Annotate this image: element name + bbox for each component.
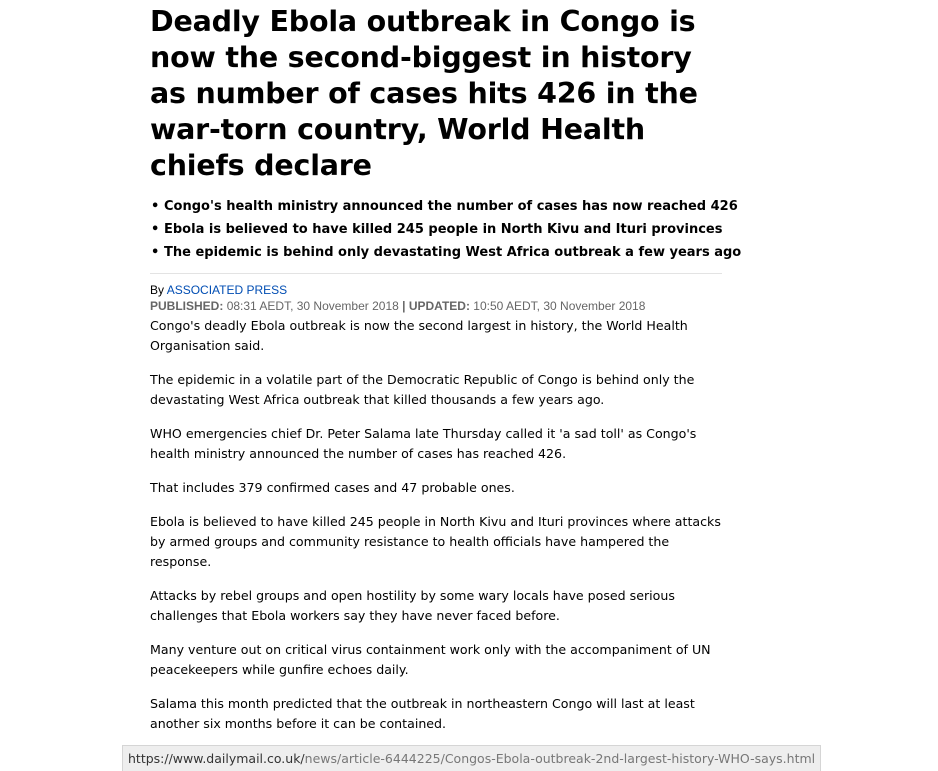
body-paragraph: Salama this month predicted that the outbreak in northeastern Congo will last at least another six months before it can be contained.: [150, 696, 695, 731]
link-status-bar: [122, 745, 821, 771]
body-paragraph: That includes 379 confirmed cases and 47 probable ones.: [150, 480, 515, 495]
summary-bullet: [150, 195, 738, 218]
published-value: 08:31 AEDT, 30 November 2018: [226, 299, 399, 313]
summary-bullet-text: The epidemic is behind only devastating West Africa outbreak a few years ago: [164, 245, 742, 260]
updated-label: UPDATED:: [408, 299, 470, 313]
body-paragraph: Ebola is believed to have killed 245 people in North Kivu and Ituri provinces where attacks by armed groups and community resistance to health officials have hampered the response.: [150, 514, 721, 569]
divider: [150, 273, 722, 274]
summary-bullet: [150, 218, 722, 241]
updated-value: 10:50 AEDT, 30 November 2018: [473, 299, 646, 313]
author-link[interactable]: ASSOCIATED PRESS: [166, 283, 288, 297]
published-label: PUBLISHED:: [150, 299, 224, 313]
body-paragraph: WHO emergencies chief Dr. Peter Salama late Thursday called it 'a sad toll' as Congo's health ministry announced the number of cases has reached 426.: [150, 426, 697, 461]
summary-bullet-text: Ebola is believed to have killed 245 people in North Kivu and Ituri provinces: [164, 222, 723, 237]
bullet-dot-icon: •: [151, 245, 160, 260]
body-paragraph: Congo's deadly Ebola outbreak is now the second largest in history, the World Health Organisation said.: [150, 318, 688, 353]
date-separator: |: [402, 299, 406, 313]
article: [150, 4, 742, 748]
body-paragraph: The epidemic in a volatile part of the Democratic Republic of Congo is behind only the devastating West Africa outbreak that killed thousands a few years ago.: [150, 372, 695, 407]
status-url-domain: https://www.dailymail.co.uk/: [128, 751, 305, 766]
body-paragraph: Attacks by rebel groups and open hostility by some wary locals have posed serious challenges that Ebola workers say they have never faced before.: [150, 588, 675, 623]
status-url-path: news/article-6444225/Congos-Ebola-outbreak-2nd-largest-history-WHO-says.html: [304, 751, 816, 766]
summary-bullet-text: Congo's health ministry announced the number of cases has now reached 426: [164, 199, 738, 214]
article-body: [150, 316, 722, 734]
summary-bullet: [150, 241, 742, 264]
bullet-dot-icon: •: [151, 222, 160, 237]
body-paragraph: Many venture out on critical virus containment work only with the accompaniment of UN peacekeepers while gunfire echoes daily.: [150, 642, 711, 677]
headline: Deadly Ebola outbreak in Congo is now the second-biggest in history as number of cases hits 426 in the war-torn country, World Health chiefs declare: [150, 5, 698, 182]
byline: [150, 282, 722, 298]
byline-prefix: By: [150, 283, 165, 297]
bullet-dot-icon: •: [151, 199, 160, 214]
article-dates: [150, 298, 722, 314]
summary-bullets: [150, 195, 742, 264]
